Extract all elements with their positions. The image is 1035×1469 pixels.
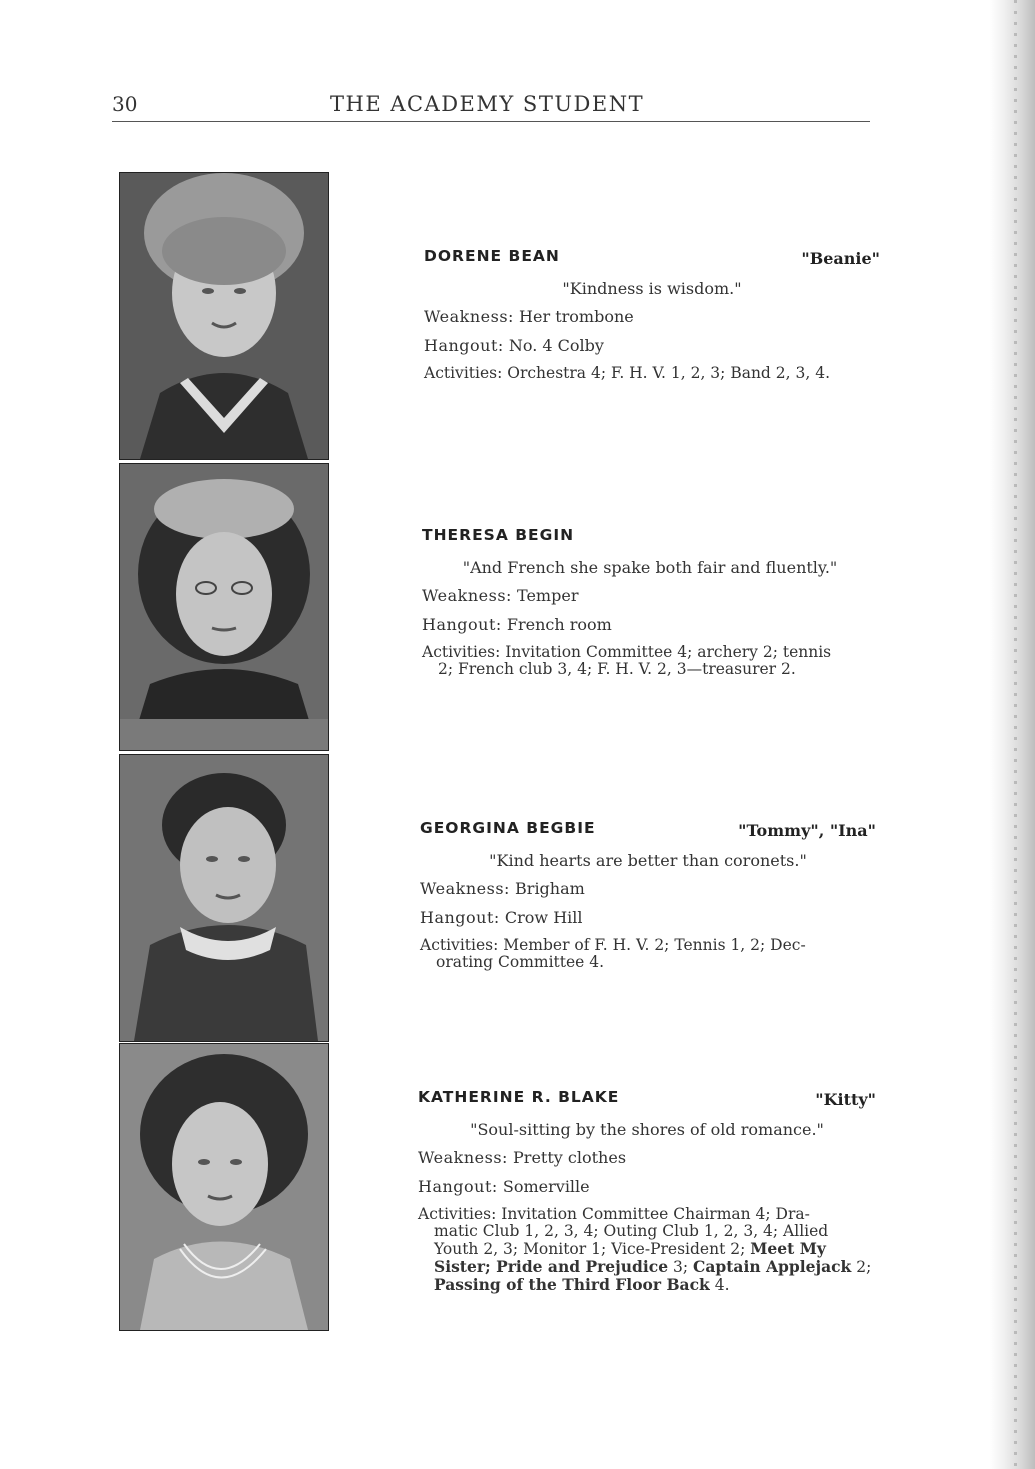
student-nickname: "Beanie"	[801, 249, 880, 268]
portrait-photo-icon	[120, 755, 328, 1041]
activities-line3-bold: Meet My	[750, 1239, 826, 1259]
weakness-value: Her trombone	[519, 307, 634, 327]
hangout-value: Somerville	[502, 1176, 590, 1196]
activities-field	[418, 1206, 876, 1294]
student-entry-theresa-begin	[422, 527, 878, 678]
activities-value-line1: Member of F. H. V. 2; Tennis 1, 2; Dec-	[503, 936, 806, 955]
activities-line4-end: 2;	[856, 1258, 872, 1277]
name-row	[420, 820, 876, 842]
activities-value-line3	[418, 1240, 876, 1258]
activities-field	[424, 365, 880, 382]
student-name: GEORGINA BEGBIE	[420, 819, 596, 837]
hangout-field	[422, 616, 878, 634]
name-row	[422, 527, 878, 549]
header-rule	[112, 121, 870, 122]
activities-label: Activities:	[420, 936, 499, 955]
weakness-field	[420, 880, 876, 898]
student-nickname: "Kitty"	[815, 1090, 876, 1109]
activities-line4-bold2: Captain Applejack	[693, 1257, 852, 1277]
activities-label: Activities:	[422, 643, 501, 662]
activities-value-line1: Invitation Committee 4; archery 2; tennis	[505, 643, 832, 662]
hangout-field	[420, 909, 876, 927]
hangout-label: Hangout:	[422, 614, 502, 634]
activities-value-line5	[418, 1276, 876, 1294]
activities-value-line4	[418, 1258, 876, 1276]
student-entry-katherine-blake	[418, 1089, 876, 1294]
activities-line4-bold: Sister; Pride and Prejudice	[434, 1257, 669, 1277]
weakness-label: Weakness:	[418, 1148, 508, 1168]
weakness-field	[418, 1149, 876, 1167]
journal-title: THE ACADEMY STUDENT	[330, 92, 645, 116]
student-motto: "Kindness is wisdom."	[562, 279, 742, 298]
activities-value-line2: orating Committee 4.	[436, 953, 605, 972]
portrait-photo-katherine-blake	[119, 1043, 329, 1331]
hangout-label: Hangout:	[418, 1176, 498, 1196]
hangout-label: Hangout:	[424, 335, 504, 355]
activities-label: Activities:	[424, 364, 503, 383]
weakness-value: Temper	[517, 586, 579, 606]
weakness-value: Brigham	[515, 879, 585, 899]
page-edge-shadow	[990, 0, 1035, 1469]
student-entry-georgina-begbie	[420, 820, 876, 971]
weakness-label: Weakness:	[422, 586, 512, 606]
activities-line4-text: 3;	[673, 1258, 689, 1277]
portrait-photo-icon	[120, 1044, 328, 1330]
student-name: THERESA BEGIN	[422, 526, 575, 544]
activities-line5-text: 4.	[714, 1276, 730, 1295]
page-edge-texture	[1014, 0, 1017, 1469]
hangout-value: French room	[506, 614, 612, 634]
activities-field	[422, 644, 878, 678]
weakness-value: Pretty clothes	[513, 1148, 627, 1168]
hangout-value: Crow Hill	[504, 907, 583, 927]
student-name: DORENE BEAN	[424, 247, 560, 265]
activities-value-line1: Invitation Committee Chairman 4; Dra-	[501, 1205, 810, 1224]
name-row	[418, 1089, 876, 1111]
portrait-photo-theresa-begin	[119, 463, 329, 751]
activities-label: Activities:	[418, 1205, 497, 1224]
portrait-photo-georgina-begbie	[119, 754, 329, 1042]
student-nickname: "Tommy", "Ina"	[738, 821, 876, 840]
activities-line5-bold: Passing of the Third Floor Back	[434, 1275, 710, 1295]
name-row	[424, 248, 880, 270]
weakness-label: Weakness:	[420, 879, 510, 899]
student-motto: "Kind hearts are better than coronets."	[489, 851, 807, 870]
student-entry-dorene-bean	[424, 248, 880, 382]
student-motto: "And French she spake both fair and fluently."	[462, 558, 838, 577]
weakness-field	[424, 308, 880, 326]
activities-value: Orchestra 4; F. H. V. 1, 2, 3; Band 2, 3, 4.	[507, 364, 831, 383]
hangout-label: Hangout:	[420, 907, 500, 927]
portrait-photo-dorene-bean	[119, 172, 329, 460]
weakness-label: Weakness:	[424, 307, 514, 327]
student-motto: "Soul-sitting by the shores of old romance."	[470, 1120, 824, 1139]
student-name: KATHERINE R. BLAKE	[418, 1088, 620, 1106]
activities-value-line2: matic Club 1, 2, 3, 4; Outing Club 1, 2, 3, 4; Allied	[434, 1222, 829, 1241]
activities-line3-text: Youth 2, 3; Monitor 1; Vice-President 2;	[434, 1240, 746, 1259]
page-header	[112, 88, 870, 124]
page-number: 30	[112, 92, 138, 116]
hangout-field	[418, 1178, 876, 1196]
photo-column	[119, 172, 331, 1332]
hangout-value: No. 4 Colby	[508, 335, 604, 355]
portrait-photo-icon	[120, 464, 328, 750]
activities-value-line2: 2; French club 3, 4; F. H. V. 2, 3—treasurer 2.	[438, 660, 796, 679]
portrait-photo-icon	[120, 173, 328, 459]
activities-field	[420, 937, 876, 971]
weakness-field	[422, 587, 878, 605]
hangout-field	[424, 337, 880, 355]
